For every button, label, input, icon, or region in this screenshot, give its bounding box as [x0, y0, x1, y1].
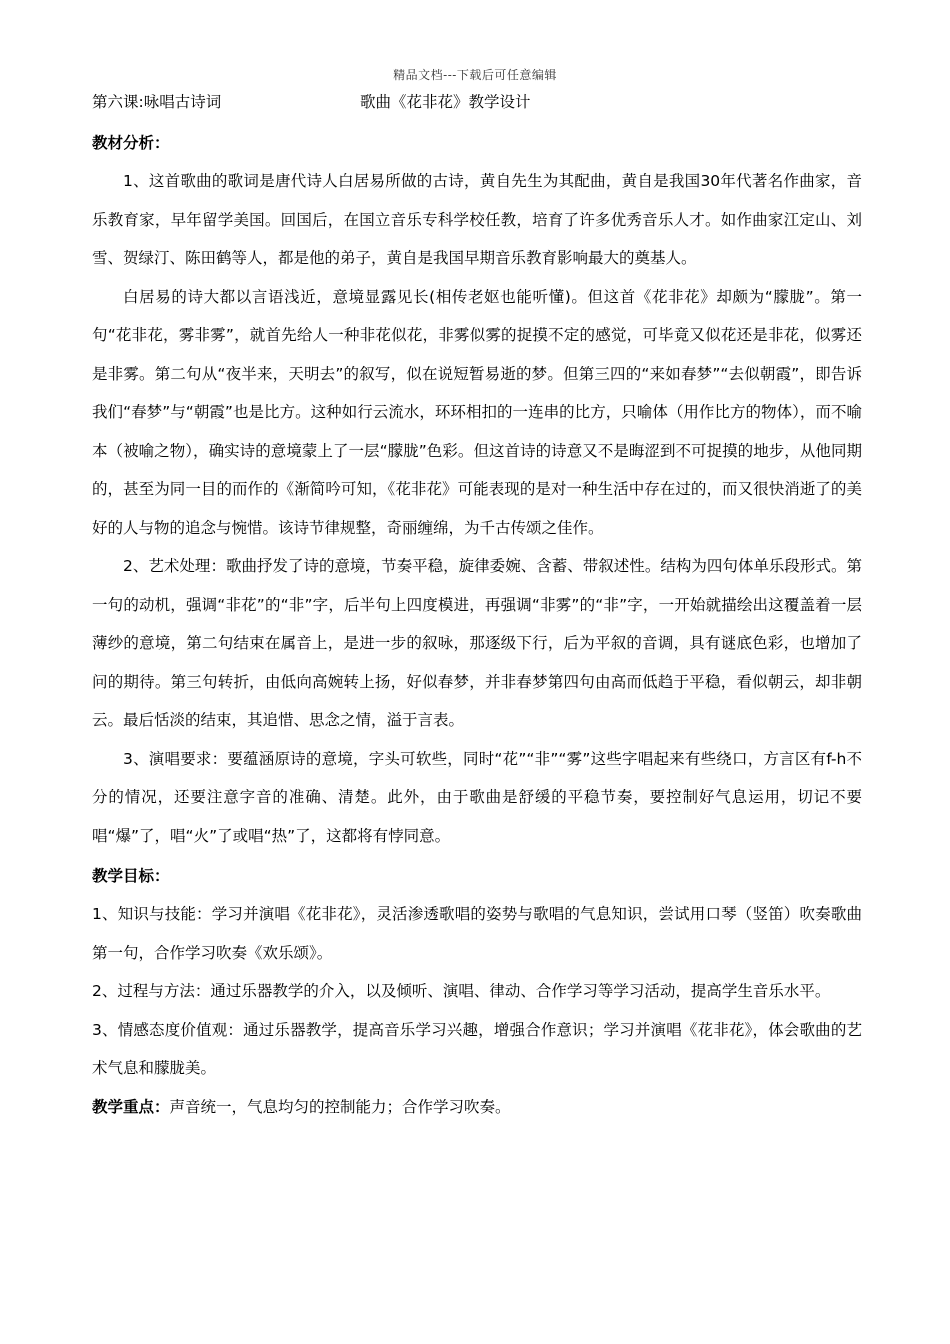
analysis-paragraph: 1、这首歌曲的歌词是唐代诗人白居易所做的古诗，黄自先生为其配曲，黄自是我国30年代著名作曲家，音乐教育家，早年留学美国。回国后，在国立音乐专科学校任教，培育了许多优秀音乐人才。如作曲家江定山、刘雪、贺绿汀、陈田鹤等人，都是他的弟子，黄自是我国早期音乐教育影响最大的奠基人。 — [92, 172, 862, 267]
lesson-title: 第六课:咏唱古诗词 — [92, 93, 222, 111]
key-points — [92, 1088, 862, 1127]
goals-heading: 教学目标： — [92, 867, 170, 885]
goal-item: 3、情感态度价值观：通过乐器教学，提高音乐学习兴趣，增强合作意识；学习并演唱《花非花》，体会歌曲的艺术气息和朦胧美。 — [92, 1020, 862, 1077]
analysis-heading: 教材分析： — [92, 134, 170, 152]
analysis-paragraph: 3、演唱要求：要蕴涵原诗的意境，字头可软些，同时“花”“非”“雾”这些字唱起来有些绕口，方言区有f-h不分的情况，还要注意字音的准确、清楚。此外，由于歌曲是舒缓的平稳节奏，要控制好气息运用，切记不要唱“爆”了，唱“火”了或唱“热”了，这都将有悖同意。 — [92, 749, 862, 845]
key-points-label: 教学重点： — [92, 1097, 170, 1116]
analysis-paragraph: 白居易的诗大都以言语浅近，意境显露见长(相传老妪也能听懂)。但这首《花非花》却颇为“朦胧”。第一句“花非花，雾非雾”，就首先给人一种非花似花，非雾似雾的捉摸不定的感觉，可毕竟又似花还是非花，似雾还是非雾。第二句从“夜半来，天明去”的叙写，似在说短暂易逝的梦。但第三四的“来如春梦”“去似朝霞”，即告诉我们“春梦”与“朝霞”也是比方。这种如行云流水，环环相扣的一连串的比方，只喻体（用作比方的物体），而不喻本（被喻之物），确实诗的意境蒙上了一层“朦胧”色彩。但这首诗的诗意又不是晦涩到不可捉摸的地步，从他同期的，甚至为同一目的而作的《渐简吟可知，《花非花》可能表现的是对一种生活中存在过的，而又很快消逝了的美好的人与物的追念与惋惜。该诗节律规整，奇丽缠绵，为千古传颂之佳作。 — [92, 287, 862, 537]
goal-item: 2、过程与方法：通过乐器教学的介入，以及倾听、演唱、律动、合作学习等学习活动，提高学生音乐水平。 — [92, 982, 831, 1000]
watermark-text: 精品文档---下载后可任意编辑 — [393, 68, 557, 82]
goal-item: 1、知识与技能：学习并演唱《花非花》，灵活渗透歌唱的姿势与歌唱的气息知识，尝试用口琴（竖笛）吹奏歌曲第一句，合作学习吹奏《欢乐颂》。 — [92, 905, 862, 962]
key-points-text: 声音统一，气息均匀的控制能力；合作学习吹奏。 — [169, 1097, 511, 1116]
analysis-paragraph: 2、艺术处理：歌曲抒发了诗的意境，节奏平稳，旋律委婉、含蓄、带叙述性。结构为四句体单乐段形式。第一句的动机，强调“非花”的“非”字，后半句上四度模进，再强调“非雾”的“非”字，一开始就描绘出这覆盖着一层薄纱的意境，第二句结束在属音上，是进一步的叙咏，那逐级下行，后为平叙的音调，具有谜底色彩，也增加了问的期待。第三句转折，由低向高婉转上扬，好似春梦，并非春梦第四句由高而低趋于平稳，看似朝云，却非朝云。最后恬淡的结束，其追惜、思念之情，溢于言表。 — [92, 557, 862, 729]
document-body — [92, 128, 862, 1126]
lesson-header — [92, 90, 872, 112]
design-title: 歌曲《花非花》教学设计 — [360, 93, 531, 111]
